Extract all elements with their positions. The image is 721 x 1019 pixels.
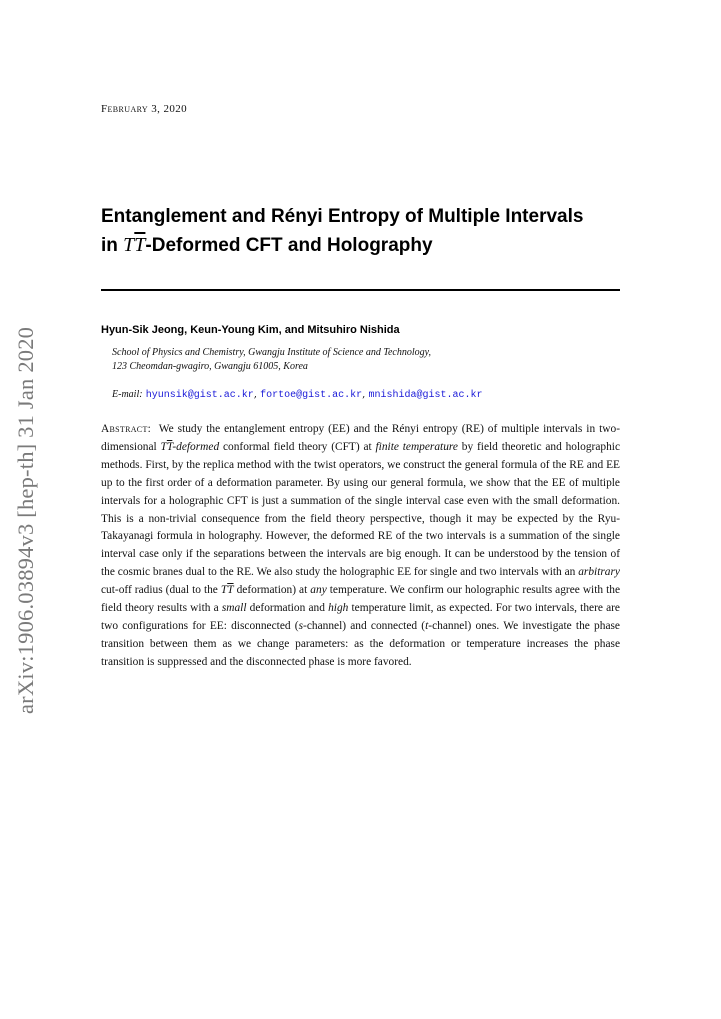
title-line-2 bbox=[101, 231, 631, 260]
abstract-emph-any: any bbox=[310, 584, 327, 597]
email-link-jeong[interactable]: hyunsik@gist.ac.kr bbox=[145, 390, 254, 401]
paper-title bbox=[101, 203, 631, 260]
ttbar-symbol bbox=[123, 234, 145, 256]
abstract-label: Abstract: bbox=[101, 423, 152, 435]
ttbar-symbol bbox=[161, 441, 173, 453]
abstract-text: cut-off radius (dual to the bbox=[101, 584, 221, 597]
email-link-kim[interactable]: fortoe@gist.ac.kr bbox=[260, 390, 363, 401]
ttbar-t: T bbox=[123, 234, 135, 256]
abstract-text: conformal field theory (CFT) at bbox=[219, 440, 376, 453]
email-separator: , bbox=[253, 389, 261, 400]
abstract-emph-arbitrary: arbitrary bbox=[578, 566, 620, 579]
abstract-emph-s: s bbox=[298, 619, 304, 632]
affiliation-line-2: 123 Cheomdan-gwagiro, Gwangju 61005, Korea bbox=[112, 361, 308, 372]
paper-date: February 3, 2020 bbox=[101, 103, 188, 115]
author-list: Hyun-Sik Jeong, Keun-Young Kim, and Mitsuhiro Nishida bbox=[101, 324, 400, 336]
abstract-text: -channel) and connected ( bbox=[303, 619, 426, 632]
ttbar-t: T bbox=[160, 440, 167, 453]
title-suffix: -Deformed CFT and Holography bbox=[145, 235, 433, 256]
abstract-text: deformation and bbox=[246, 602, 329, 615]
abstract-text: by field theoretic and holographic methods. First, by the replica method with the twist operators, we construct the general formula of the RE and EE up to the first order of a deformation parameter. By using our general formula, we show that the EE of multiple intervals for a holographic CFT is just a summation of the single interval case even with the small deformation. This is a non-trivial consequence from the field theory perspective, though it may be expected by the Ryu-Takayanagi formula in holography. However, the deformed RE of the two intervals is a summation of the single interval case only if the separations between the intervals are big enough. It can be understood by the tension of the cosmic branes dual to the RE. We also study the holographic EE for single and two intervals with an bbox=[101, 440, 621, 579]
title-prefix: in bbox=[101, 235, 124, 256]
abstract-emph-small: small bbox=[221, 602, 247, 615]
ttbar-tbar: $\overline{T}$ bbox=[227, 584, 234, 597]
ttbar-t: T bbox=[220, 584, 228, 597]
abstract-text: temperature limit, as expected. For two intervals, there are two configurations for EE: disconnected ( bbox=[101, 602, 620, 632]
ttbar-tbar: $\overline{T}$ bbox=[134, 234, 146, 256]
email-label: E-mail: bbox=[112, 389, 143, 400]
email-link-nishida[interactable]: mnishida@gist.ac.kr bbox=[368, 390, 483, 401]
affiliation bbox=[112, 346, 612, 374]
email-separator: , bbox=[362, 389, 369, 400]
arxiv-identifier: arXiv:1906.03894v3 [hep-th] 31 Jan 2020 bbox=[13, 326, 38, 714]
abstract-text: We study the entanglement entropy (EE) and the Rényi entropy (RE) of multiple intervals in two-dimensional bbox=[101, 423, 620, 453]
abstract-emph-finite-temperature: finite temperature bbox=[375, 440, 458, 453]
abstract-text: -channel) ones. We investigate the phase transition between them as we change parameters: as the deformation or temperature increases the phase transition is suppressed and the disconnected phase is more favored. bbox=[101, 619, 620, 668]
affiliation-line-1: School of Physics and Chemistry, Gwangju Institute of Science and Technology, bbox=[112, 347, 432, 358]
ttbar-tbar: $\overline{T}$ bbox=[166, 440, 173, 453]
ttbar-symbol bbox=[221, 584, 234, 596]
abstract-emph-t: t bbox=[425, 619, 429, 632]
abstract-text: temperature. We confirm our holographic results agree with the field theory results with a bbox=[101, 584, 621, 615]
abstract-emph-high: high bbox=[328, 602, 349, 615]
abstract-emph-deformed: -deformed bbox=[172, 440, 220, 453]
title-line-1: Entanglement and Rényi Entropy of Multiple Intervals bbox=[101, 206, 584, 227]
abstract-text: deformation) at bbox=[233, 584, 311, 597]
abstract bbox=[101, 421, 620, 672]
title-divider bbox=[101, 289, 620, 291]
email-line bbox=[112, 388, 612, 403]
